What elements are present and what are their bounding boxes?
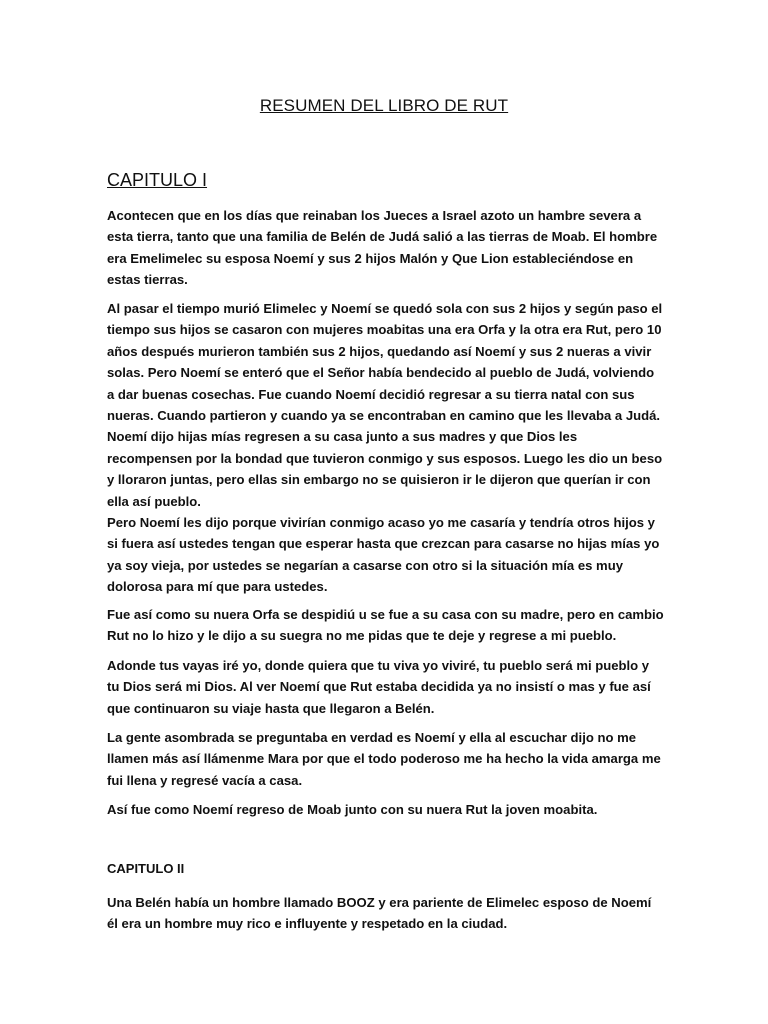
paragraph: [107, 655, 665, 719]
paragraph-text: Así fue como Noemí regreso de Moab junto con su nuera Rut la joven moabita.: [107, 802, 598, 817]
chapter-1-heading: CAPITULO I: [107, 170, 208, 190]
paragraph: [107, 604, 665, 647]
paragraph: [107, 799, 665, 820]
paragraph-text: Fue así como su nuera Orfa se despidiú u se fue a su casa con su madre, pero en cambio Rut no lo hizo y le dijo a su suegra no me pidas que te deje y regrese a mi pueblo.: [107, 607, 664, 644]
chapter-2-heading: CAPITULO II: [107, 861, 185, 876]
paragraph: [107, 512, 665, 598]
paragraph-text: Al pasar el tiempo murió Elimelec y Noemí se quedó sola con sus 2 hijos y según paso el tiempo sus hijos se casaron con mujeres moabitas una era Orfa y la otra era Rut, pero 10 años después murieron también sus 2 hijos, quedando así Noemí y sus 2 nueras a vivir solas. Pero Noemí se enteró que el Señor había bendecido al pueblo de Judá, volviendo a dar buenas cosechas. Fue cuando Noemí decidió regresar a su tierra natal con sus nueras. Cuando partieron y cuando ya se encontraban en camino que les llevaba a Judá. Noemí dijo hijas mías regresen a su casa junto a sus madres y que Dios les recompensen por la bondad que tuvieron conmigo y sus esposos. Luego les dio un beso y lloraron juntas, pero ellas sin embargo no se quisieron ir le dijeron que querían ir con ella así pueblo.: [107, 301, 663, 509]
document-title: RESUMEN DEL LIBRO DE RUT: [259, 96, 509, 115]
paragraph-text: La gente asombrada se preguntaba en verdad es Noemí y ella al escuchar dijo no me llamen más así llámenme Mara por que el todo poderoso me ha hecho la vida amarga me fui llena y regresé vacía a casa.: [107, 730, 661, 788]
paragraph: [107, 892, 665, 935]
paragraph: [107, 205, 665, 291]
paragraph-text: Acontecen que en los días que reinaban los Jueces a Israel azoto un hambre severa a esta tierra, tanto que una familia de Belén de Judá salió a las tierras de Moab. El hombre era Emelimelec su esposa Noemí y sus 2 hijos Malón y Que Lion estableciéndose en estas tierras.: [107, 208, 658, 288]
paragraph: [107, 727, 665, 791]
paragraph: [107, 298, 665, 512]
paragraph-text: Una Belén había un hombre llamado BOOZ y era pariente de Elimelec esposo de Noemí él era un hombre muy rico e influyente y respetado en la ciudad.: [107, 895, 652, 932]
paragraph-text: Pero Noemí les dijo porque vivirían conmigo acaso yo me casaría y tendría otros hijos y si fuera así ustedes tengan que esperar hasta que crezcan para casarse no hijas mías yo ya soy vieja, por ustedes se negarían a casarse con otro si la situación mía es muy dolorosa para mí que para ustedes.: [107, 515, 660, 595]
paragraph-text: Adonde tus vayas iré yo, donde quiera que tu viva yo viviré, tu pueblo será mi pueblo y tu Dios será mi Dios. Al ver Noemí que Rut estaba decidida ya no insistí o mas y fue así que continuaron su viaje hasta que llegaron a Belén.: [107, 658, 651, 716]
